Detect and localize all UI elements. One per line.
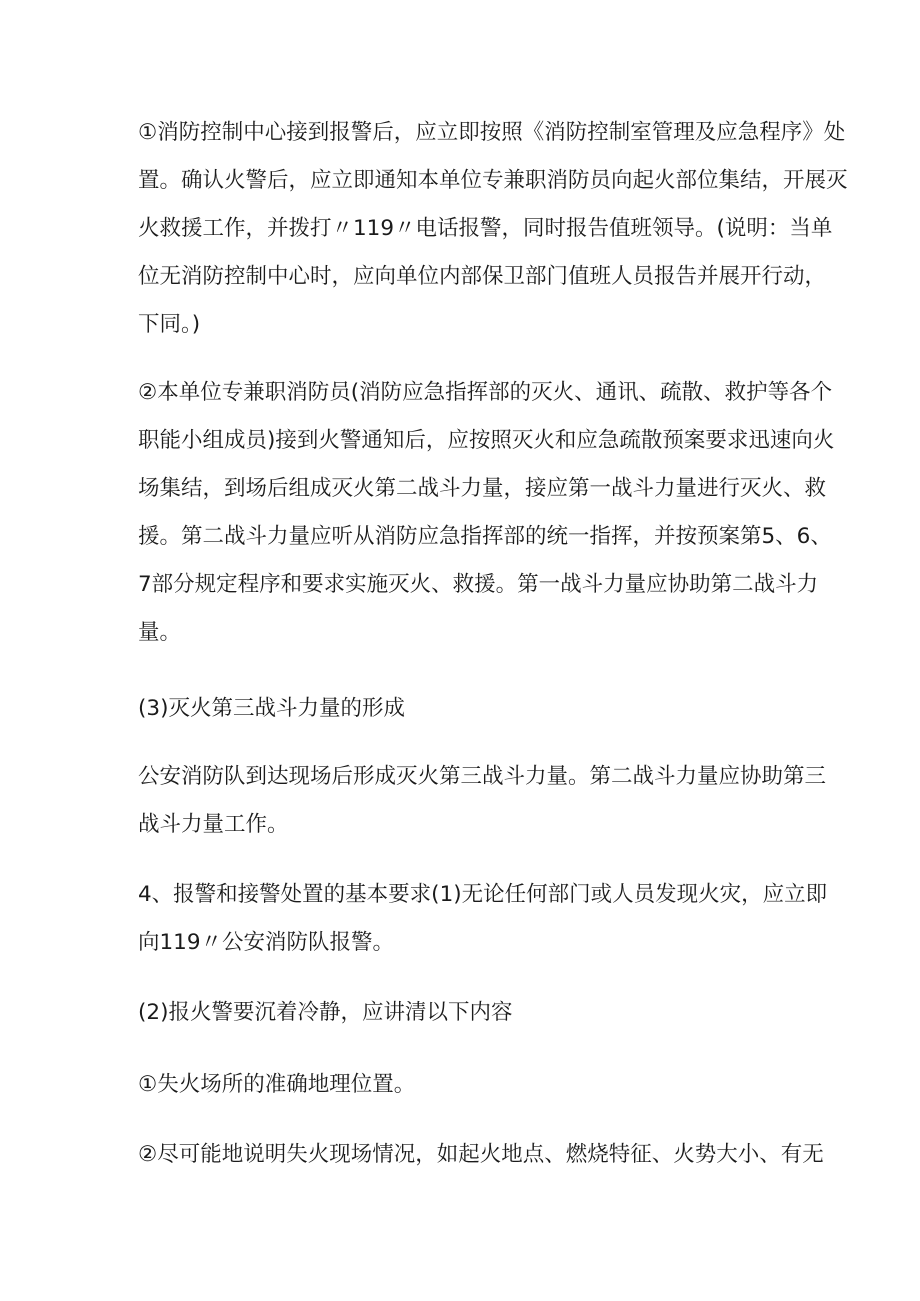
paragraph-1-line-3: 火救援工作，并拨打〃119〃电话报警，同时报告值班领导。(说明：当单: [138, 216, 833, 241]
paragraph-5-line-1: 4、报警和接警处置的基本要求(1)无论任何部门或人员发现火灾，应立即: [138, 882, 828, 907]
paragraph-2-line-3: 场集结，到场后组成灭火第二战斗力量，接应第一战斗力量进行灭火、救: [138, 476, 827, 501]
paragraph-1-line-5: 下同。): [138, 312, 201, 337]
paragraph-1-line-1: ①消防控制中心接到报警后，应立即按照《消防控制室管理及应急程序》处: [138, 120, 846, 145]
paragraph-5-line-2: 向119〃公安消防队报警。: [138, 930, 395, 955]
paragraph-2-line-6: 量。: [138, 620, 182, 645]
section-heading-3: (3)灭火第三战斗力量的形成: [138, 696, 405, 721]
paragraph-1-line-4: 位无消防控制中心时，应向单位内部保卫部门值班人员报告并展开行动，: [138, 264, 827, 289]
paragraph-2-line-2: 职能小组成员)接到火警通知后，应按照灭火和应急疏散预案要求迅速向火: [138, 428, 835, 453]
paragraph-2-line-4: 援。第二战斗力量应听从消防应急指挥部的统一指挥，并按预案第5、6、: [138, 524, 832, 549]
paragraph-8-line-1: ②尽可能地说明失火现场情况，如起火地点、燃烧特征、火势大小、有无: [138, 1142, 824, 1167]
paragraph-2-line-1: ②本单位专兼职消防员(消防应急指挥部的灭火、通讯、疏散、救护等各个: [138, 380, 833, 405]
paragraph-4-line-1: 公安消防队到达现场后形成灭火第三战斗力量。第二战斗力量应协助第三: [138, 764, 827, 789]
paragraph-4-line-2: 战斗力量工作。: [138, 812, 289, 837]
paragraph-2-line-5: 7部分规定程序和要求实施灭火、救援。第一战斗力量应协助第二战斗力: [138, 572, 819, 597]
paragraph-7-line-1: ①失火场所的准确地理位置。: [138, 1072, 416, 1097]
section-heading-2: (2)报火警要沉着冷静，应讲清以下内容: [138, 1000, 513, 1025]
paragraph-1-line-2: 置。确认火警后，应立即通知本单位专兼职消防员向起火部位集结，开展灭: [138, 168, 848, 193]
